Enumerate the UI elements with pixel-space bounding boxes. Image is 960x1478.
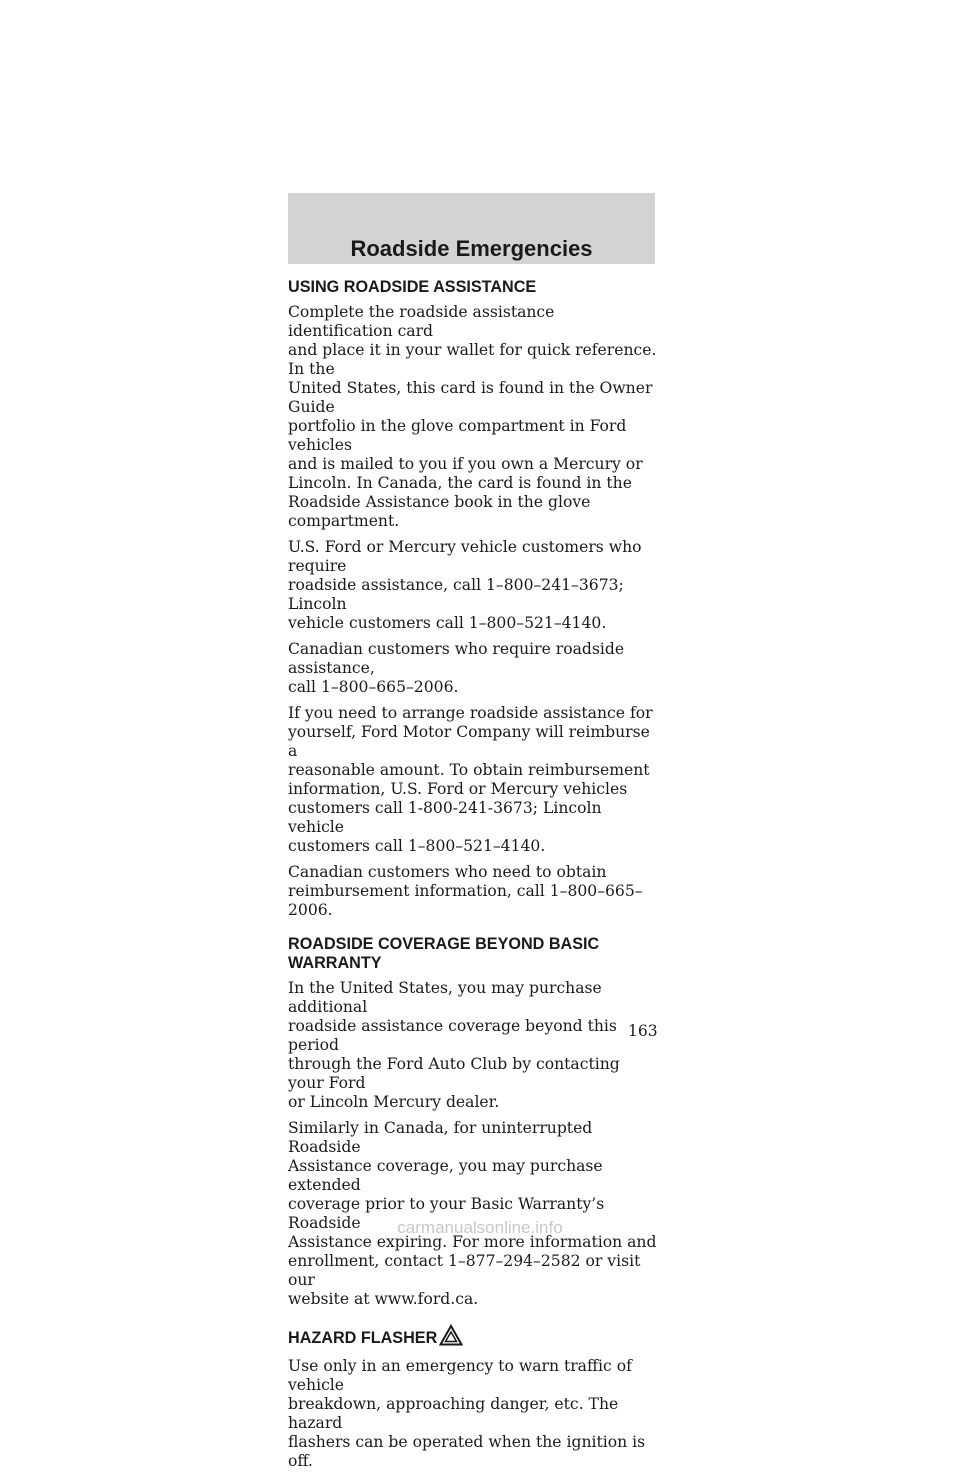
heading-using-roadside-assistance: USING ROADSIDE ASSISTANCE <box>288 278 537 296</box>
paragraph: Complete the roadside assistance identification card and place it in your wallet for quick reference. In the United States, this card is found in the Owner Guide portfolio in the glove compartment in Ford vehicles and is mailed to you if you own a Mercury or Lincoln. In Canada, the card is found in the Roadside Assistance book in the glove compartment. <box>288 303 657 530</box>
paragraph: In the United States, you may purchase additional roadside assistance coverage beyond this period through the Ford Auto Club by contacting your Ford or Lincoln Mercury dealer. <box>288 979 620 1111</box>
section-title: Roadside Emergencies <box>350 236 593 261</box>
section-header-bar <box>288 193 655 264</box>
paragraph: Canadian customers who need to obtain reimbursement information, call 1–800–665–2006. <box>288 863 643 919</box>
heading-hazard-flasher: HAZARD FLASHER <box>288 1324 660 1351</box>
heading-roadside-coverage: ROADSIDE COVERAGE BEYOND BASIC WARRANTY <box>288 935 600 972</box>
section-hazard-flasher <box>288 1324 660 1471</box>
paragraph: Canadian customers who require roadside assistance, call 1–800–665–2006. <box>288 640 625 696</box>
watermark: carmanualsonline.info <box>397 1218 563 1237</box>
section-roadside-coverage <box>288 935 660 1309</box>
page-number: 163 <box>628 1022 658 1040</box>
page-content <box>288 278 660 1478</box>
paragraph: U.S. Ford or Mercury vehicle customers who require roadside assistance, call 1–800–241–3673; Lincoln vehicle customers call 1–800–521–4140. <box>288 538 642 632</box>
paragraph: Similarly in Canada, for uninterrupted Roadside Assistance coverage, you may purchase extended coverage prior to your Basic Warranty’s Roadside Assistance expiring. For more information and enrollment, contact 1–877–294–2582 or visit our website at www.ford.ca. <box>288 1119 657 1308</box>
paragraph: Use only in an emergency to warn traffic of vehicle breakdown, approaching danger, etc. The hazard flashers can be operated when the ignition is off. <box>288 1357 646 1470</box>
section-using-roadside-assistance <box>288 278 660 920</box>
hazard-triangle-icon <box>439 1324 463 1351</box>
paragraph: If you need to arrange roadside assistance for yourself, Ford Motor Company will reimburse a reasonable amount. To obtain reimbursement information, U.S. Ford or Mercury vehicles customers call 1-800-241-3673; Lincoln vehicle customers call 1–800–521–4140. <box>288 704 653 855</box>
